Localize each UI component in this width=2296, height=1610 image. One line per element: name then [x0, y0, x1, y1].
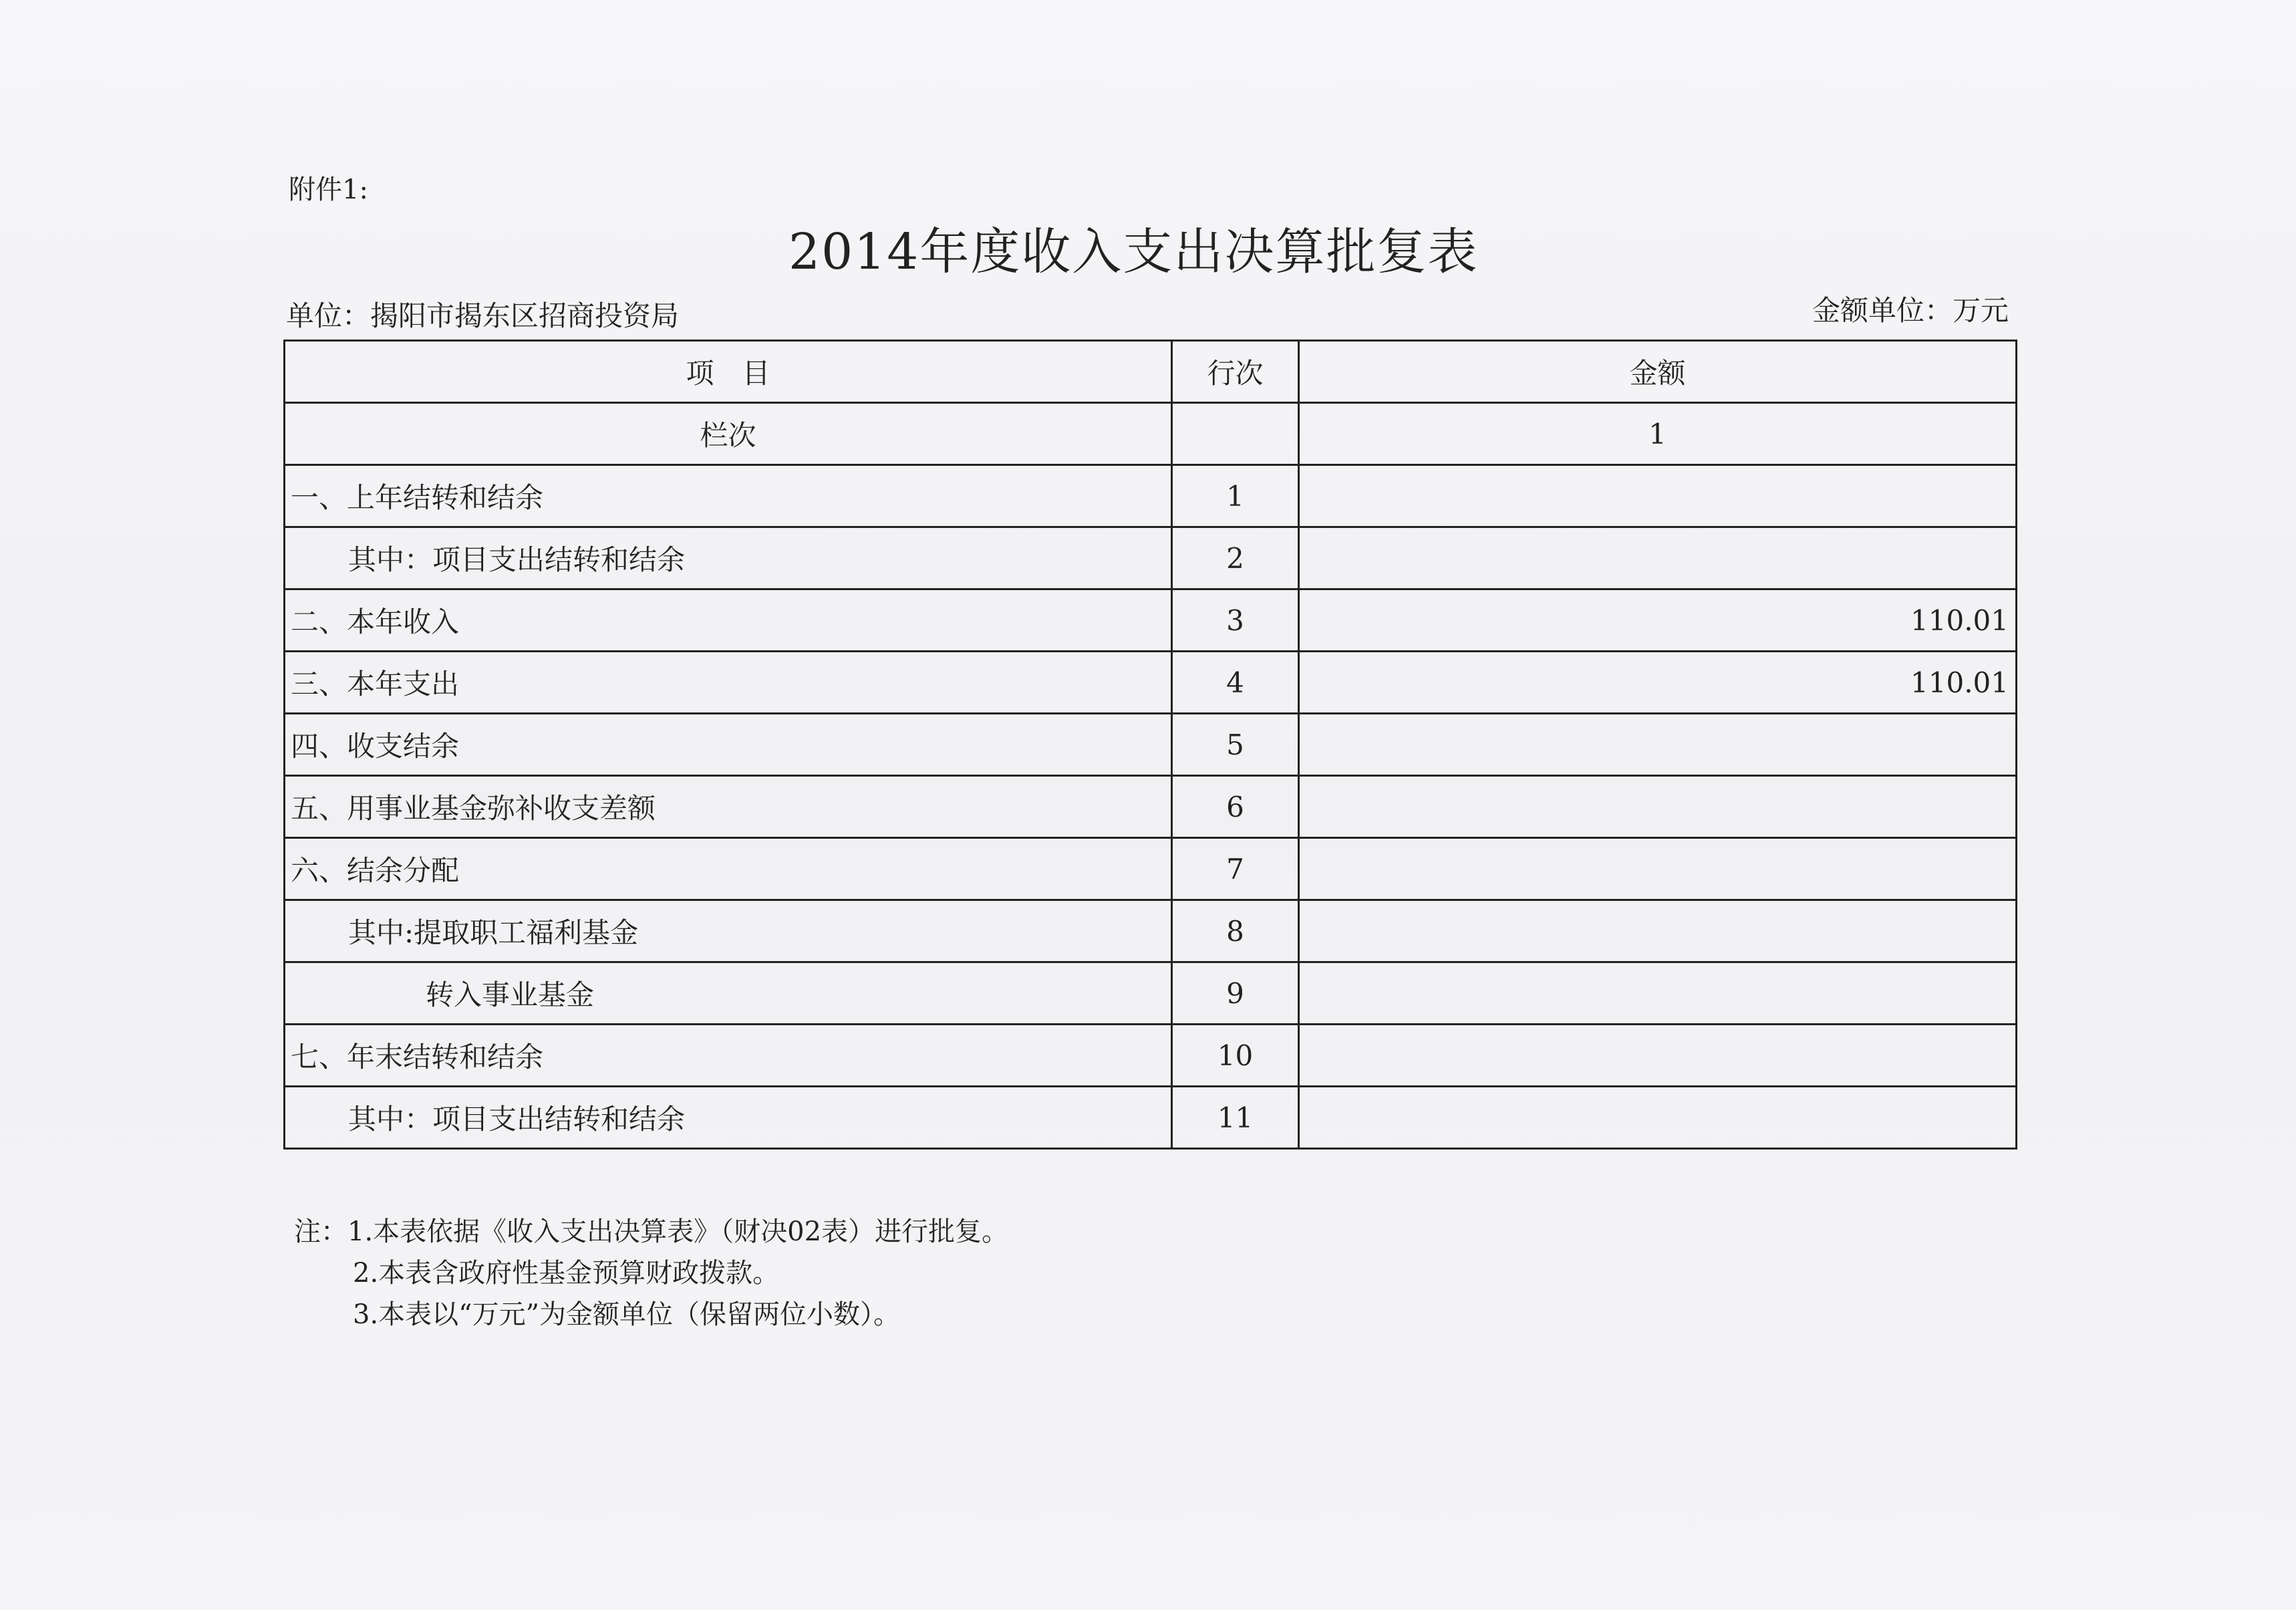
- row-amount: [1299, 838, 2017, 900]
- header-amount: 金额: [1299, 341, 2017, 403]
- row-number: 7: [1172, 838, 1299, 900]
- row-number: 10: [1172, 1025, 1299, 1087]
- row-number: 2: [1172, 527, 1299, 589]
- table-row: [285, 465, 2017, 527]
- row-amount: [1299, 465, 2017, 527]
- row-item: 其中：项目支出结转和结余: [285, 527, 1172, 589]
- row-amount: [1299, 900, 2017, 962]
- row-item: 五、用事业基金弥补收支差额: [285, 776, 1172, 838]
- note-1: 注：1.本表依据《收入支出决算表》（财决02表）进行批复。: [294, 1216, 1009, 1247]
- row-number: 5: [1172, 714, 1299, 776]
- row-item: 其中：项目支出结转和结余: [285, 1087, 1172, 1149]
- row-item: 一、上年结转和结余: [285, 465, 1172, 527]
- row-amount: [1299, 714, 2017, 776]
- table-row: [285, 962, 2017, 1025]
- table-row: [285, 838, 2017, 900]
- row-item: 转入事业基金: [285, 962, 1172, 1025]
- table-row: [285, 776, 2017, 838]
- table-row: [285, 1087, 2017, 1149]
- column-index-row: [285, 403, 2017, 465]
- table-row: [285, 1025, 2017, 1087]
- row-amount: 110.01: [1299, 589, 2017, 652]
- unit-name: 单位：揭阳市揭东区招商投资局: [286, 299, 680, 332]
- row-number: 11: [1172, 1087, 1299, 1149]
- row-amount: [1299, 1087, 2017, 1149]
- column-index-amount: 1: [1299, 403, 2017, 465]
- row-item: 四、收支结余: [285, 714, 1172, 776]
- row-item: 二、本年收入: [285, 589, 1172, 652]
- row-item: 三、本年支出: [285, 652, 1172, 714]
- table-row: [285, 714, 2017, 776]
- column-index-empty: [1172, 403, 1299, 465]
- document-title: 2014年度收入支出决算批复表: [788, 223, 1479, 281]
- row-amount: 110.01: [1299, 652, 2017, 714]
- note-2: 2.本表含政府性基金预算财政拨款。: [353, 1258, 780, 1289]
- table-header-row: [285, 341, 2017, 403]
- row-amount: [1299, 527, 2017, 589]
- row-item: 六、结余分配: [285, 838, 1172, 900]
- row-number: 6: [1172, 776, 1299, 838]
- row-amount: [1299, 1025, 2017, 1087]
- money-unit: 金额单位：万元: [1812, 294, 2009, 327]
- row-amount: [1299, 776, 2017, 838]
- row-number: 4: [1172, 652, 1299, 714]
- row-item: 七、年末结转和结余: [285, 1025, 1172, 1087]
- header-item: 项 目: [285, 341, 1172, 403]
- settlement-table: [283, 340, 2017, 1150]
- table-row: [285, 527, 2017, 589]
- row-number: 1: [1172, 465, 1299, 527]
- row-number: 3: [1172, 589, 1299, 652]
- attachment-label: 附件1:: [289, 174, 368, 205]
- table-row: [285, 589, 2017, 652]
- row-number: 9: [1172, 962, 1299, 1025]
- note-3: 3.本表以“万元”为金额单位（保留两位小数）。: [353, 1299, 901, 1330]
- column-index-label: 栏次: [285, 403, 1172, 465]
- notes: [294, 1211, 1008, 1335]
- table-row: [285, 900, 2017, 962]
- header-row-number: 行次: [1172, 341, 1299, 403]
- row-number: 8: [1172, 900, 1299, 962]
- row-item: 其中:提取职工福利基金: [285, 900, 1172, 962]
- row-amount: [1299, 962, 2017, 1025]
- table-row: [285, 652, 2017, 714]
